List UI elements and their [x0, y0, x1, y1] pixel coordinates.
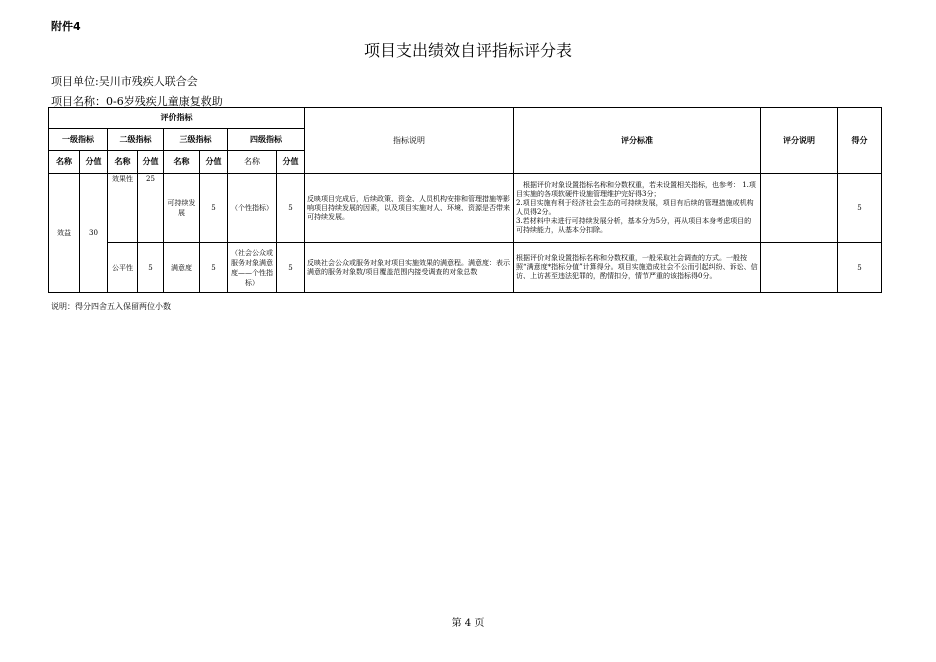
- score-value: 5: [838, 174, 882, 243]
- level3-name-header: 名称: [164, 151, 200, 174]
- indicator-description: 反映项目完成后，后续政策、资金、人员机构安排和管理措施等影响项目持续发展的因素，以及项目实施对人、环境、资源是否带来可持续发展。: [305, 174, 514, 243]
- level1-name: 效益: [49, 174, 80, 293]
- level3-name: 满意度: [164, 243, 200, 293]
- indicator-description: 反映社会公众或服务对象对项目实施效果的满意程。满意度：表示满意的服务对象数/项目覆盖范围内接受调查的对象总数: [305, 243, 514, 293]
- score-note: [761, 243, 838, 293]
- level2-name: 效果性: [108, 174, 138, 243]
- level2-name-header: 名称: [108, 151, 138, 174]
- level2-value: 25: [138, 174, 164, 243]
- level4-header: 四级指标: [228, 129, 305, 151]
- page-title: 项目支出绩效自评指标评分表: [363, 41, 572, 60]
- project-name: 项目名称：0-6岁残疾儿童康复救助: [51, 95, 223, 108]
- table-row: [49, 243, 882, 293]
- scoring-criteria-header: 评分标准: [514, 108, 761, 174]
- level2-header: 二级指标: [108, 129, 164, 151]
- level4-name: （个性指标）: [228, 174, 277, 243]
- project-unit: 项目单位:吴川市残疾人联合会: [51, 75, 198, 88]
- level3-value: 5: [200, 243, 228, 293]
- scoring-criteria: 根据评价对象设置指标名称和分数权重，若未设置相关指标，也参考： 1.项目实施的各项软硬件设施管理维护完好得3分； 2.项目实施有利于经济社会生态的可持续发展，项目有后续的管理措施或机构人员得2分。 3.若材料中未进行可持续发展分析，基本分为5分，再从项目本身考虑项目的可持续能力，从基本分扣除。: [514, 174, 761, 243]
- level4-name: （社会公众或服务对象满意度——个性指标）: [228, 243, 277, 293]
- score-value: 5: [838, 243, 882, 293]
- score-header: 得分: [838, 108, 882, 174]
- evaluation-indicators-header: 评价指标: [49, 108, 305, 129]
- scoring-criteria: 根据评价对象设置指标名称和分数权重，一般采取社会调查的方式。一般按照“满意度*指标分值”计算得分。项目实施造成社会不公而引起纠纷、诉讼、信访、上访甚至违法犯罪的，酌情扣分，情节严重的该指标得0分。: [514, 243, 761, 293]
- score-note-header: 评分说明: [761, 108, 838, 174]
- level2-name: 公平性: [108, 243, 138, 293]
- level3-name: 可持续发展: [164, 174, 200, 243]
- level1-value-header: 分值: [80, 151, 108, 174]
- level4-value-header: 分值: [277, 151, 305, 174]
- attachment-label: 附件4: [51, 20, 81, 33]
- level1-header: 一级指标: [49, 129, 108, 151]
- level3-header: 三级指标: [164, 129, 228, 151]
- level1-value: 30: [80, 174, 108, 293]
- level1-name-header: 名称: [49, 151, 80, 174]
- footnote: 说明：得分四舍五入保留两位小数: [51, 302, 171, 311]
- level3-value: 5: [200, 174, 228, 243]
- score-note: [761, 174, 838, 243]
- level4-name-header: 名称: [228, 151, 277, 174]
- level4-value: 5: [277, 174, 305, 243]
- page-number: 第 4 页: [451, 618, 485, 629]
- table-row: [49, 174, 882, 243]
- indicator-description-header: 指标说明: [305, 108, 514, 174]
- evaluation-table: [48, 107, 882, 293]
- level3-value-header: 分值: [200, 151, 228, 174]
- level2-value-header: 分值: [138, 151, 164, 174]
- level4-value: 5: [277, 243, 305, 293]
- level2-value: 5: [138, 243, 164, 293]
